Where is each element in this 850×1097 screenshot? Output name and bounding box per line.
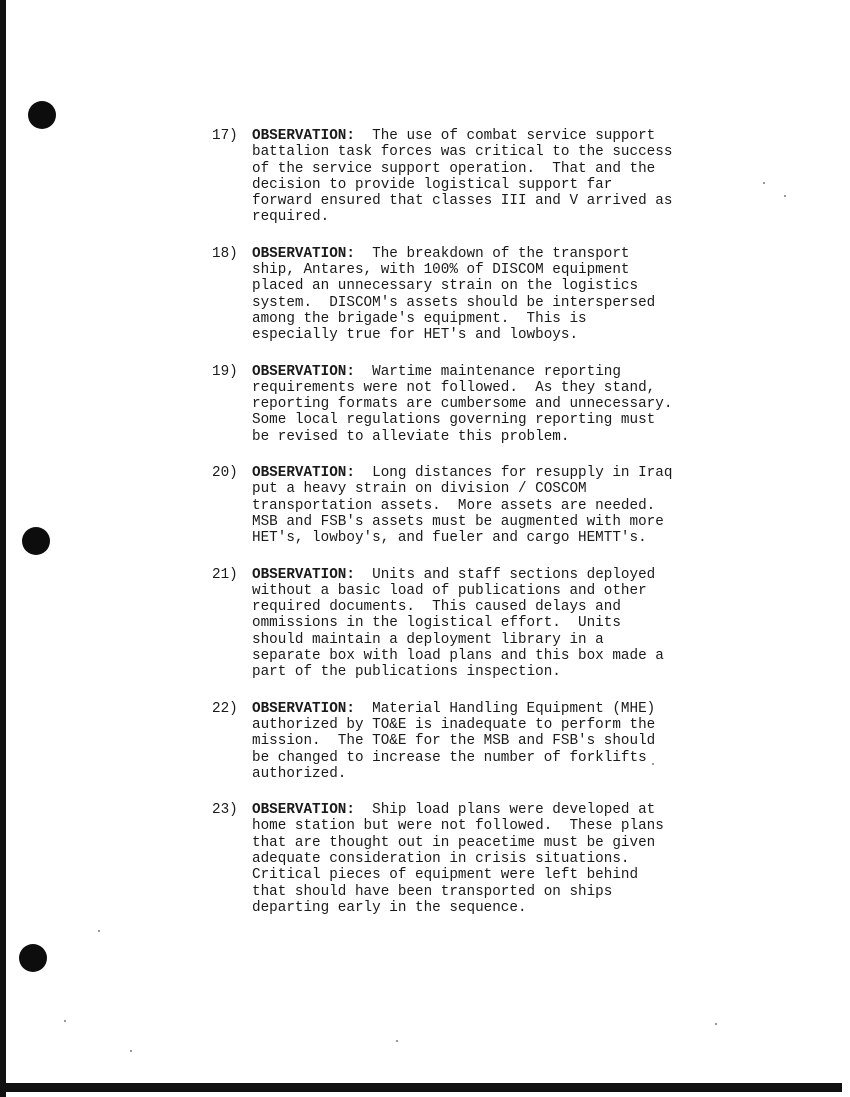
observation-number: 20) — [212, 465, 238, 482]
observation-item — [212, 128, 772, 226]
observation-line: forward ensured that classes III and V arrived as — [252, 193, 673, 210]
observation-text: The breakdown of the transport — [354, 245, 630, 262]
punch-hole-top — [28, 101, 56, 129]
observation-line: authorized. — [252, 765, 347, 782]
observation-number: 19) — [212, 363, 238, 380]
observation-line: ship, Antares, with 100% of DISCOM equipment — [252, 262, 630, 279]
observation-text: Wartime maintenance reporting — [354, 363, 621, 380]
observation-line: separate box with load plans and this box made a — [252, 648, 664, 665]
observation-text: Ship load plans were developed at — [354, 802, 656, 819]
observation-number: 17) — [212, 128, 238, 144]
observation-label: OBSERVATION: — [252, 465, 355, 482]
observation-first-line — [252, 465, 772, 481]
scan-bottom-border — [0, 1083, 842, 1092]
observation-line: should maintain a deployment library in a — [252, 631, 604, 648]
observation-line: HET's, lowboy's, and fueler and cargo HEMTT's. — [252, 530, 647, 547]
observation-first-line — [252, 802, 772, 818]
observation-line: that are thought out in peacetime must be given — [252, 834, 656, 851]
observation-label: OBSERVATION: — [252, 245, 355, 262]
observation-number: 18) — [212, 245, 238, 262]
observation-line: requirements were not followed. As they stand, — [252, 379, 656, 396]
observation-line: mission. The TO&E for the MSB and FSB's should — [252, 733, 656, 750]
observation-line: part of the publications inspection. — [252, 664, 561, 681]
observation-line: put a heavy strain on division / COSCOM — [252, 481, 587, 498]
punch-hole-middle — [22, 527, 50, 555]
observation-line: adequate consideration in crisis situations. — [252, 850, 630, 867]
observation-line: especially true for HET's and lowboys. — [252, 327, 579, 344]
observation-line: ommissions in the logistical effort. Units — [252, 615, 621, 632]
observation-line: be changed to increase the number of forklifts — [252, 749, 647, 766]
observation-number: 22) — [212, 700, 238, 717]
scan-speck — [130, 1050, 132, 1052]
observation-line: system. DISCOM's assets should be interspersed — [252, 294, 656, 311]
observation-line: authorized by TO&E is inadequate to perform the — [252, 716, 656, 733]
scan-speck — [64, 1020, 66, 1022]
observation-label: OBSERVATION: — [252, 128, 355, 144]
scan-speck — [784, 195, 786, 197]
observation-first-line — [252, 567, 772, 583]
observation-line: placed an unnecessary strain on the logistics — [252, 278, 639, 295]
observation-item — [212, 802, 772, 916]
observation-label: OBSERVATION: — [252, 363, 355, 380]
observation-item — [212, 701, 772, 782]
observation-number: 23) — [212, 802, 238, 819]
observation-line: battalion task forces was critical to the success — [252, 144, 673, 161]
observation-label: OBSERVATION: — [252, 566, 355, 583]
observation-label: OBSERVATION: — [252, 802, 355, 819]
observation-number: 21) — [212, 566, 238, 583]
observation-label: OBSERVATION: — [252, 700, 355, 717]
observation-line: Critical pieces of equipment were left behind — [252, 867, 639, 884]
observation-first-line — [252, 246, 772, 262]
observation-first-line — [252, 364, 772, 380]
observation-item — [212, 246, 772, 344]
observation-item — [212, 567, 772, 681]
observation-line: MSB and FSB's assets must be augmented with more — [252, 513, 664, 530]
observation-text: Units and staff sections deployed — [354, 566, 656, 583]
observation-line: that should have been transported on ships — [252, 883, 613, 900]
observation-item — [212, 465, 772, 546]
observation-text: Material Handling Equipment (MHE) — [354, 700, 656, 717]
observation-line: transportation assets. More assets are needed. — [252, 497, 656, 514]
observation-item — [212, 364, 772, 445]
observation-line: required. — [252, 209, 330, 226]
punch-hole-bottom — [19, 944, 47, 972]
scan-speck — [396, 1040, 398, 1042]
observation-line: without a basic load of publications and other — [252, 582, 647, 599]
observation-line: Some local regulations governing reporting must — [252, 412, 656, 429]
observation-first-line — [252, 701, 772, 717]
observation-line: be revised to alleviate this problem. — [252, 428, 570, 445]
observation-line: departing early in the sequence. — [252, 899, 527, 916]
scan-speck — [98, 930, 100, 932]
scan-left-border — [0, 0, 6, 1097]
observation-line: home station but were not followed. These plans — [252, 818, 664, 835]
observation-first-line — [252, 128, 772, 144]
observation-line: reporting formats are cumbersome and unnecessary. — [252, 396, 673, 413]
observation-text: The use of combat service support — [354, 128, 656, 144]
observation-line: decision to provide logistical support far — [252, 176, 613, 193]
observation-text: Long distances for resupply in Iraq — [354, 465, 673, 482]
observations-list — [212, 128, 772, 936]
scan-speck — [715, 1023, 717, 1025]
observation-line: required documents. This caused delays and — [252, 599, 621, 616]
observation-line: among the brigade's equipment. This is — [252, 310, 587, 327]
observation-line: of the service support operation. That and the — [252, 160, 656, 177]
